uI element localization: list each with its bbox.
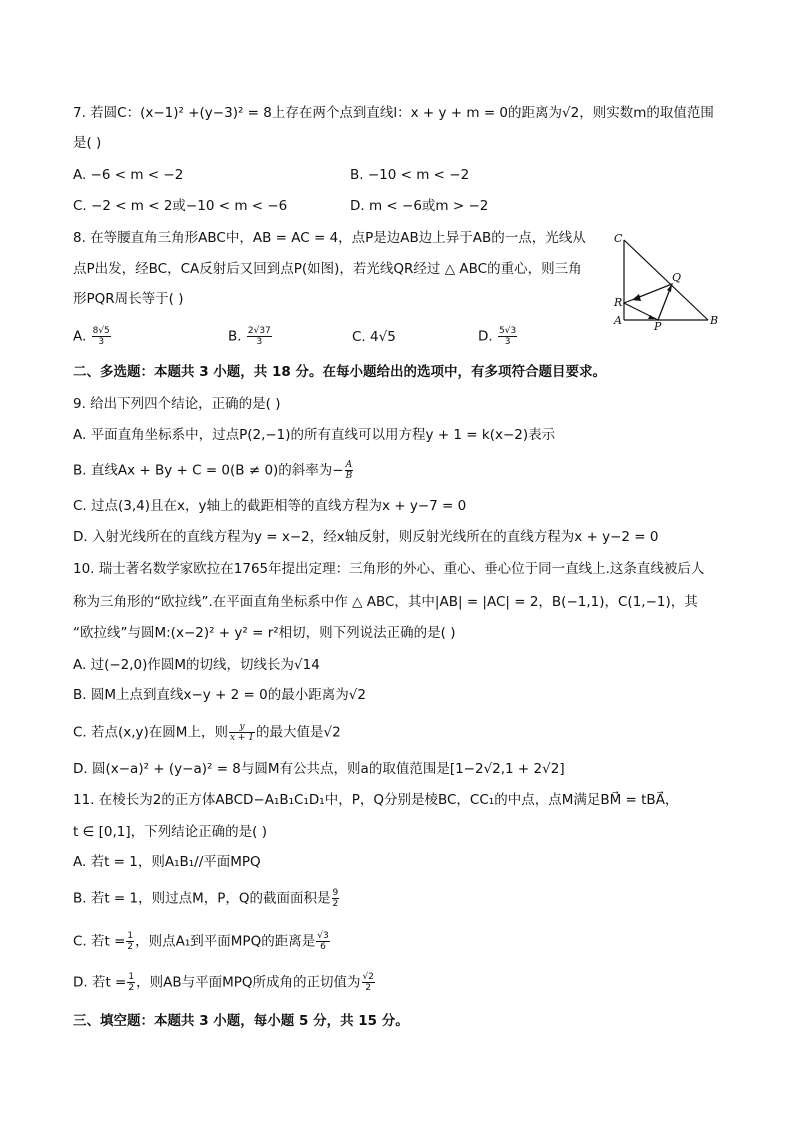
fraction-numerator: 8√5 (92, 326, 110, 336)
option-text-mid: ，则点A₁到平面MPQ的距离是 (135, 933, 316, 950)
label-r: R (614, 296, 623, 309)
fraction (92, 326, 111, 347)
fraction-numerator: y (229, 722, 255, 733)
q7-option-a: A. −6 < m < −2 (73, 167, 184, 183)
q11-option-d (73, 972, 376, 993)
q8-stem-line1: 8. 在等腰直角三角形ABC中，AB = AC = 4，点P是边AB边上异于AB的一点，光线从 (73, 230, 586, 246)
q9-option-a: A. 平面直角坐标系中，过点P(2,−1)的所有直线可以用方程y + 1 = k(x−2)表示 (73, 427, 556, 443)
option-text: C. 若t = (73, 933, 126, 950)
fraction-numerator: 1 (128, 972, 135, 982)
q9-option-d: D. 入射光线所在的直线方程为y = x−2，经x轴反射，则反射光线所在的直线方程为x + y−2 = 0 (73, 529, 659, 545)
fraction-numerator: √2 (362, 972, 374, 982)
fraction-denominator: 2 (128, 983, 135, 993)
option-text-tail: 的最大值是√2 (256, 724, 341, 741)
fraction-numerator: √3 (317, 931, 329, 941)
fraction-denominator: 3 (504, 337, 511, 347)
fraction (247, 326, 272, 347)
q10-option-b: B. 圆M上点到直线x−y + 2 = 0的最小距离为√2 (73, 687, 366, 703)
option-text: C. 若点(x,y)在圆M上，则 (73, 724, 228, 741)
option-label: A. (73, 328, 87, 345)
q8-option-d (478, 326, 518, 347)
fraction-numerator: 9 (332, 888, 339, 898)
q10-stem-line2: 称为三角形的“欧拉线”.在平面直角坐标系中作 △ ABC，其中|AB| = |AC| = 2，B(−1,1)，C(1,−1)，其 (73, 594, 698, 610)
fraction-numerator: 1 (127, 931, 134, 941)
arrow-qr (637, 284, 672, 298)
q11-stem-line1: 11. 在棱长为2的正方体ABCD−A₁B₁C₁D₁中，P，Q分别是棱BC，CC₁的中点，点M满足BM⃗ = tBA⃗， (73, 792, 679, 808)
fraction (229, 722, 255, 743)
label-a: A (614, 314, 622, 327)
q8-stem-line2: 点P出发，经BC，CA反射后又回到点P(如图)，若光线QR经过 △ ABC的重心，则三角 (73, 261, 582, 277)
fraction (498, 326, 517, 347)
q8-option-b (228, 326, 273, 347)
fraction-denominator: x + 1 (229, 733, 255, 743)
q10-option-a: A. 过(−2,0)作圆M的切线，切线长为√14 (73, 657, 320, 673)
q9-option-c: C. 过点(3,4)且在x，y轴上的截距相等的直线方程为x + y−7 = 0 (73, 498, 467, 514)
arrowhead-qr (632, 294, 641, 301)
section-2-heading: 二、多选题：本题共 3 小题，共 18 分。在每小题给出的选项中，有多项符合题目要求。 (73, 364, 606, 380)
q8-triangle-figure (612, 230, 722, 330)
fraction (332, 888, 340, 909)
fraction (316, 931, 329, 952)
q11-option-c (73, 931, 331, 952)
q11-option-a: A. 若t = 1，则A₁B₁//平面MPQ (73, 854, 261, 870)
fraction-numerator: 5√3 (498, 326, 517, 336)
option-text: B. 直线Ax + By + C = 0(B ≠ 0)的斜率为− (73, 462, 344, 479)
q9-stem: 9. 给出下列四个结论，正确的是( ) (73, 396, 281, 412)
fraction (345, 460, 354, 481)
fraction-denominator: 2 (127, 942, 134, 952)
label-p: P (654, 320, 662, 330)
q7-stem-line2: 是( ) (73, 135, 102, 151)
q10-stem-line3: “欧拉线”与圆M:(x−2)² + y² = r²相切，则下列说法正确的是( ) (73, 625, 456, 641)
label-c: C (614, 232, 623, 245)
q11-option-b (73, 888, 340, 909)
fraction-denominator: 6 (320, 942, 326, 952)
fraction (362, 972, 375, 993)
option-label: B. (228, 328, 242, 345)
q7-option-b: B. −10 < m < −2 (350, 167, 470, 183)
q8-option-c: C. 4√5 (352, 329, 396, 345)
q10-stem-line1: 10. 瑞士著名数学家欧拉在1765年提出定理：三角形的外心、重心、垂心位于同一直线上.这条直线被后人 (73, 561, 705, 577)
q10-option-d: D. 圆(x−a)² + (y−a)² = 8与圆M有公共点，则a的取值范围是[1−2√2,1 + 2√2] (73, 761, 565, 777)
fraction-denominator: 3 (98, 337, 105, 347)
q9-option-b (73, 460, 354, 481)
fraction-numerator: 2√37 (247, 326, 271, 336)
option-text: D. 若t = (73, 974, 127, 991)
side-cb (624, 240, 708, 320)
q7-option-d: D. m < −6或m > −2 (350, 198, 489, 214)
label-b: B (710, 314, 719, 327)
option-text: B. 若t = 1，则过点M，P，Q的截面面积是 (73, 890, 331, 907)
option-text-mid: ，则AB与平面MPQ所成角的正切值为 (136, 974, 361, 991)
fraction-denominator: 3 (256, 337, 263, 347)
q8-option-a (73, 326, 112, 347)
fraction (126, 931, 134, 952)
fraction-denominator: 2 (332, 899, 339, 909)
q11-stem-line2: t ∈ [0,1]，下列结论正确的是( ) (73, 824, 267, 840)
fraction-denominator: B (345, 471, 353, 481)
q7-option-c: C. −2 < m < 2或−10 < m < −6 (73, 198, 288, 214)
option-label: D. (478, 328, 493, 345)
q8-stem-line3: 形PQR周长等于( ) (73, 291, 184, 307)
q10-option-c (73, 722, 341, 743)
fraction-denominator: 2 (365, 983, 372, 993)
label-q: Q (672, 271, 682, 284)
fraction (127, 972, 135, 993)
fraction-numerator: A (345, 460, 353, 470)
section-3-heading: 三、填空题：本题共 3 小题，每小题 5 分，共 15 分。 (73, 1013, 409, 1029)
q7-stem-line1: 7. 若圆C：(x−1)² +(y−3)² = 8上存在两个点到直线l：x + y + m = 0的距离为√2，则实数m的取值范围 (73, 105, 714, 121)
